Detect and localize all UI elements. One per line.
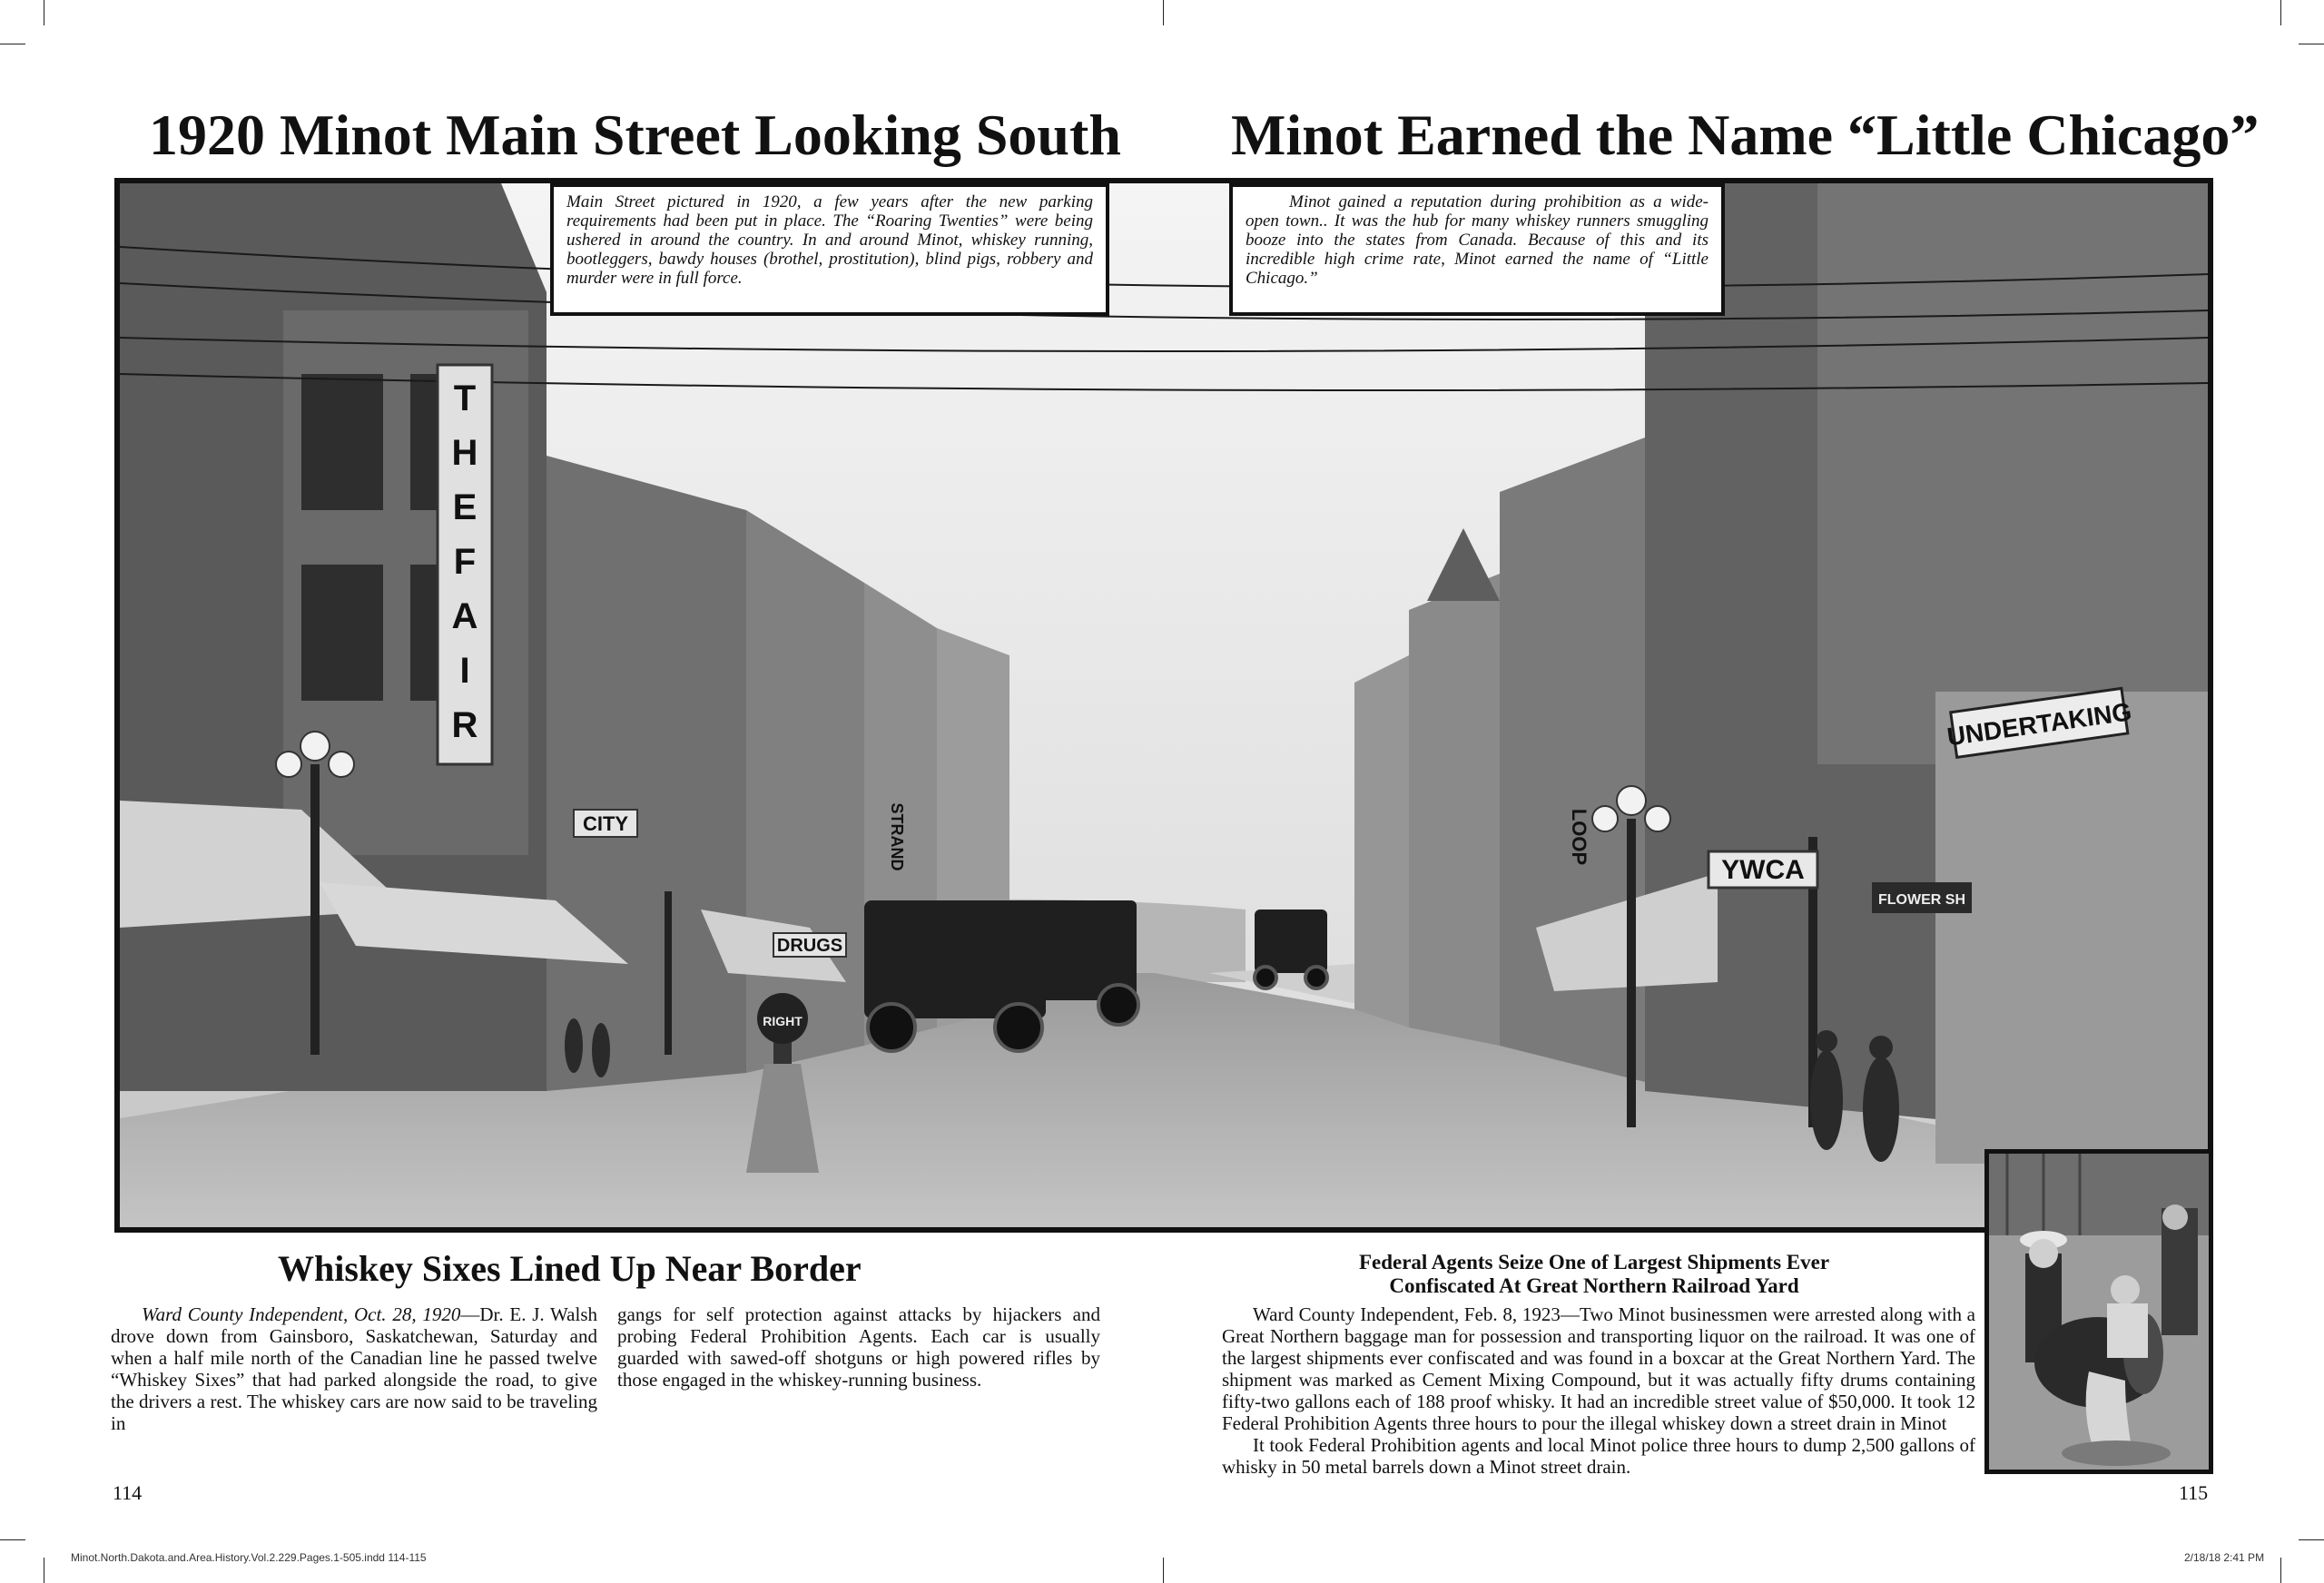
svg-text:T: T	[453, 379, 477, 418]
drugs-sign: DRUGS	[776, 936, 843, 956]
ywca-sign: YWCA	[1721, 855, 1805, 885]
crop-mark	[0, 1539, 25, 1540]
keep-right-sign: RIGHT	[763, 1014, 803, 1028]
main-street-photo	[114, 178, 2213, 1233]
svg-text:H: H	[451, 433, 478, 473]
left-photo-caption: Main Street pictured in 1920, a few years after the new parking requirements had been put in place. The “Roaring Twenties” were being ushered in around the country. In and around Minot, whiskey running, bootleggers, bawdy houses (brothel, prostitution), blind pigs, robbery and murder were in full force.	[550, 183, 1109, 316]
right-article-headline-line-2: Confiscated At Great Northern Railroad Yard	[1389, 1274, 1799, 1297]
whiskey-dump-illustration	[1989, 1154, 2209, 1470]
crop-mark	[2280, 1558, 2281, 1583]
left-article-column-2	[617, 1303, 1100, 1391]
svg-text:A: A	[451, 596, 478, 636]
city-bakery-sign: CITY	[582, 812, 629, 835]
slug-date-time: 2/18/18 2:41 PM	[2184, 1551, 2265, 1564]
crop-mark	[1163, 0, 1164, 25]
right-photo-caption: Minot gained a reputation during prohibition as a wide-open town.. It was the hub for many whiskey runners smuggling booze into the states from Canada. Because of this and its incredible high crime rate, Minot earned the name of “Little Chicago.”	[1229, 183, 1725, 316]
left-article-body-1: —Dr. E. J. Walsh drove down from Gainsboro, Saskatchewan, Saturday and when a half mile north of the Canadian line he passed twelve “Whiskey Sixes” that had parked alongside the road, to give the drivers a rest. The whiskey cars are now said to be traveling in	[111, 1303, 597, 1434]
slug-file-info: Minot.North.Dakota.and.Area.History.Vol.2.229.Pages.1-505.indd 114-115	[71, 1551, 427, 1564]
svg-text:I: I	[459, 651, 470, 691]
right-article-paragraph-1: Ward County Independent, Feb. 8, 1923—Two Minot businessmen were arrested along with a Great Northern baggage man for possession and transporting liquor on the railroad. It was one of the largest shipments ever confiscated and was found in a boxcar at the Great Northern Yard. The shipment was marked as Cement Mixing Compound, but it was actually fifty drums containing fifty-two gallons each of 188 proof whisky. It had an incredible street value of $50,000. It took 12 Federal Prohibition Agents three hours to pour the illegal whiskey down a street drain in Minot	[1222, 1303, 1975, 1434]
right-page-title: Minot Earned the Name “Little Chicago”	[1231, 103, 2260, 167]
svg-text:R: R	[451, 705, 478, 745]
right-article-headline-line-1: Federal Agents Seize One of Largest Shipments Ever	[1358, 1251, 1830, 1273]
flower-shop-sign: FLOWER SH	[1878, 892, 1965, 908]
strand-sign: STRAND	[888, 802, 906, 871]
right-article-paragraph-2: It took Federal Prohibition agents and local Minot police three hours to dump 2,500 gallons of whisky in 50 metal barrels down a Minot street drain.	[1222, 1434, 1975, 1478]
crop-mark	[1163, 1558, 1164, 1583]
left-article-source: Ward County Independent, Oct. 28, 1920	[142, 1303, 461, 1325]
right-article-body	[1222, 1303, 1975, 1478]
whiskey-dump-inset-photo	[1984, 1149, 2213, 1474]
street-scene-illustration	[120, 183, 2208, 1227]
crop-mark	[2280, 0, 2281, 25]
loop-sign: LOOP	[1568, 808, 1590, 866]
left-article-headline: Whiskey Sixes Lined Up Near Border	[278, 1248, 862, 1289]
crop-mark	[2299, 1539, 2324, 1540]
right-article-headline	[1222, 1251, 1966, 1298]
right-page-number: 115	[2179, 1481, 2209, 1504]
undertaking-sign: UNDERTAKING	[1945, 697, 2134, 752]
the-fair-sign	[438, 365, 492, 764]
left-article-body-2: gangs for self protection against attacks by hijackers and probing Federal Prohibition Agents. Each car is usually guarded with sawed-off shotguns or high powered rifles by those engaged in the whiskey-running business.	[617, 1303, 1100, 1391]
left-page-number: 114	[113, 1481, 143, 1504]
left-page-title: 1920 Minot Main Street Looking South	[149, 103, 1121, 167]
svg-text:E: E	[452, 487, 478, 527]
svg-text:F: F	[453, 542, 477, 582]
left-article-column-1	[111, 1303, 597, 1434]
